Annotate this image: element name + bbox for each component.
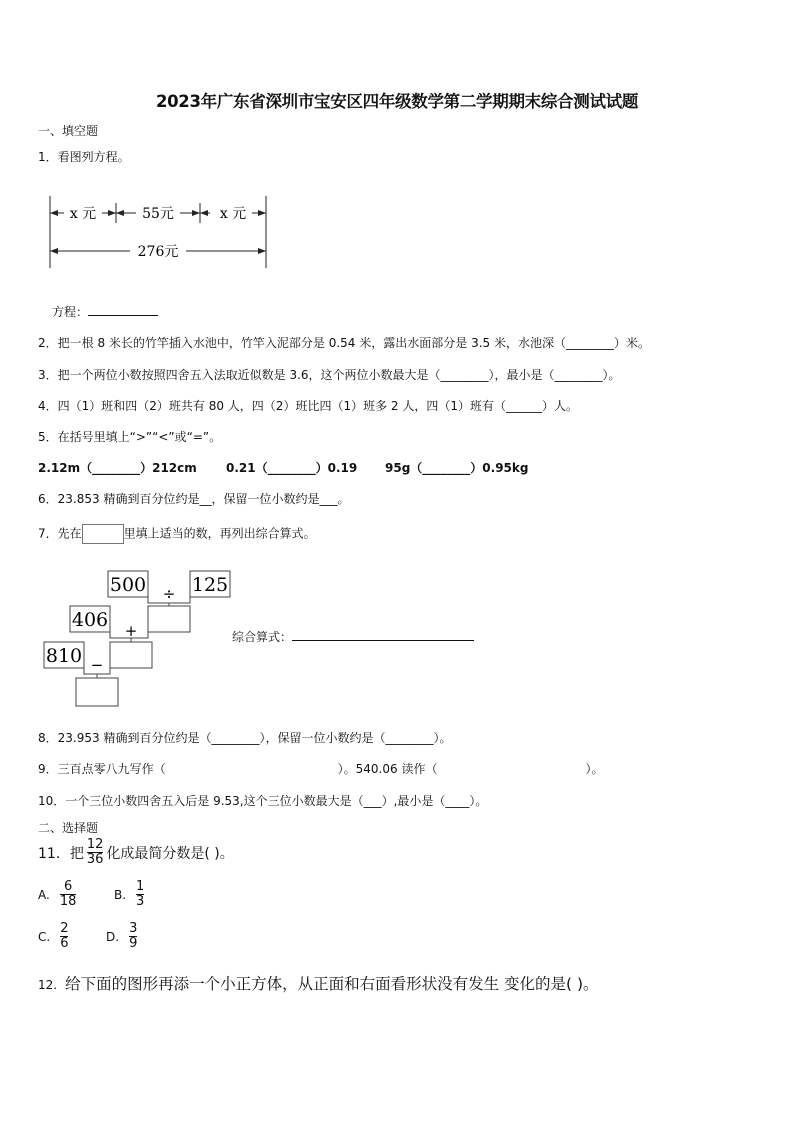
option-d-num: 3 <box>129 921 138 936</box>
option-a-label: A. <box>38 887 50 902</box>
question-5: 5．在括号里填上“>”“<”或“=”。 <box>38 430 222 444</box>
question-2: 2．把一根 8 米长的竹竿插入水池中，竹竿入泥部分是 0.54 米，露出水面部分是 3.5 米，水池深（________）米。 <box>38 336 650 350</box>
answer-box-3[interactable] <box>76 678 118 706</box>
question-3: 3．把一个两位小数按照四舍五入法取近似数是 3.6，这个两位小数最大是（________），最小是（________）。 <box>38 368 621 382</box>
question-12-row <box>38 972 599 994</box>
page-title: 2023年广东省深圳市宝安区四年级数学第二学期期末综合测试试题 <box>155 92 639 111</box>
q5-item-3: 95g（________）0.95kg <box>385 461 529 475</box>
option-c[interactable] <box>38 922 71 951</box>
question-7-row <box>38 524 316 544</box>
q11-fraction <box>87 838 104 867</box>
option-d-label: D. <box>106 929 120 944</box>
q11-denominator: 36 <box>86 852 104 867</box>
option-c-label: C. <box>38 929 51 944</box>
question-12-text: 给下面的图形再添一个小正方体，从正面和右面看形状没有发生 变化的是( )。 <box>65 975 599 993</box>
option-d[interactable] <box>106 922 140 951</box>
option-b-fraction <box>136 880 144 909</box>
formula-blank[interactable] <box>292 628 474 641</box>
question-10: 10．一个三位小数四舍五入后是 9.53,这个三位小数最大是（___）,最小是（____）。 <box>38 794 488 808</box>
section-heading-fill-in: 一、填空题 <box>38 124 99 138</box>
op-minus: − <box>90 656 104 674</box>
operation-tree <box>40 566 240 711</box>
segment-diagram <box>40 193 280 273</box>
option-d-fraction <box>129 922 137 951</box>
option-d-den: 9 <box>129 936 138 951</box>
question-11-post: 化成最简分数是( )。 <box>106 845 234 862</box>
segment-55: 55元 <box>142 206 174 222</box>
question-7-pre: 7．先在 <box>38 526 82 541</box>
num-810: 810 <box>45 645 83 667</box>
answer-box-2[interactable] <box>110 642 152 668</box>
question-8: 8．23.953 精确到百分位约是（________），保留一位小数约是（________）。 <box>38 731 452 745</box>
q5-item-1: 2.12m（________）212cm <box>38 461 197 475</box>
segment-x-left: x 元 <box>69 206 97 222</box>
option-a[interactable] <box>38 880 79 909</box>
question-11-pre: 11．把 <box>38 845 84 862</box>
option-a-fraction <box>60 880 77 909</box>
option-a-num: 6 <box>63 879 73 894</box>
num-125: 125 <box>191 574 229 596</box>
segment-total: 276元 <box>137 244 179 260</box>
equation-row <box>52 303 158 320</box>
option-b[interactable] <box>114 880 147 909</box>
option-b-label: B. <box>114 887 127 902</box>
option-c-den: 6 <box>60 936 69 951</box>
equation-blank[interactable] <box>88 303 158 316</box>
answer-box-1[interactable] <box>148 606 190 632</box>
op-divide: ÷ <box>162 585 176 603</box>
question-9-part-a: 9．三百点零八九写作（ <box>38 762 166 776</box>
q5-item-2: 0.21（________）0.19 <box>226 461 358 475</box>
question-12-number: 12. <box>38 978 58 992</box>
question-6: 6．23.853 精确到百分位约是__，保留一位小数约是___。 <box>38 492 350 506</box>
question-9-part-c: ）。 <box>585 762 604 776</box>
formula-label: 综合算式： <box>232 630 293 644</box>
question-9-row <box>38 760 603 777</box>
question-4: 4．四（1）班和四（2）班共有 80 人，四（2）班比四（1）班多 2 人，四（1）班有（______）人。 <box>38 399 578 413</box>
num-500: 500 <box>109 574 147 596</box>
question-1-text: 1．看图列方程。 <box>38 150 130 164</box>
question-11-row <box>38 838 234 867</box>
formula-row <box>232 628 474 645</box>
question-7-post: 里填上适当的数，再列出综合算式。 <box>123 526 316 541</box>
question-9-part-b: ）。540.06 读作（ <box>337 762 438 776</box>
equation-label: 方程： <box>52 305 89 319</box>
answer-box-example <box>82 524 124 544</box>
segment-x-right: x 元 <box>219 206 247 222</box>
q11-numerator: 12 <box>86 837 104 852</box>
option-c-num: 2 <box>60 921 69 936</box>
option-c-fraction <box>60 922 68 951</box>
op-plus: + <box>124 622 138 640</box>
section-heading-choice: 二、选择题 <box>38 821 99 835</box>
option-a-den: 18 <box>59 894 77 909</box>
option-b-num: 1 <box>136 879 145 894</box>
option-b-den: 3 <box>136 894 145 909</box>
num-406: 406 <box>71 609 109 631</box>
